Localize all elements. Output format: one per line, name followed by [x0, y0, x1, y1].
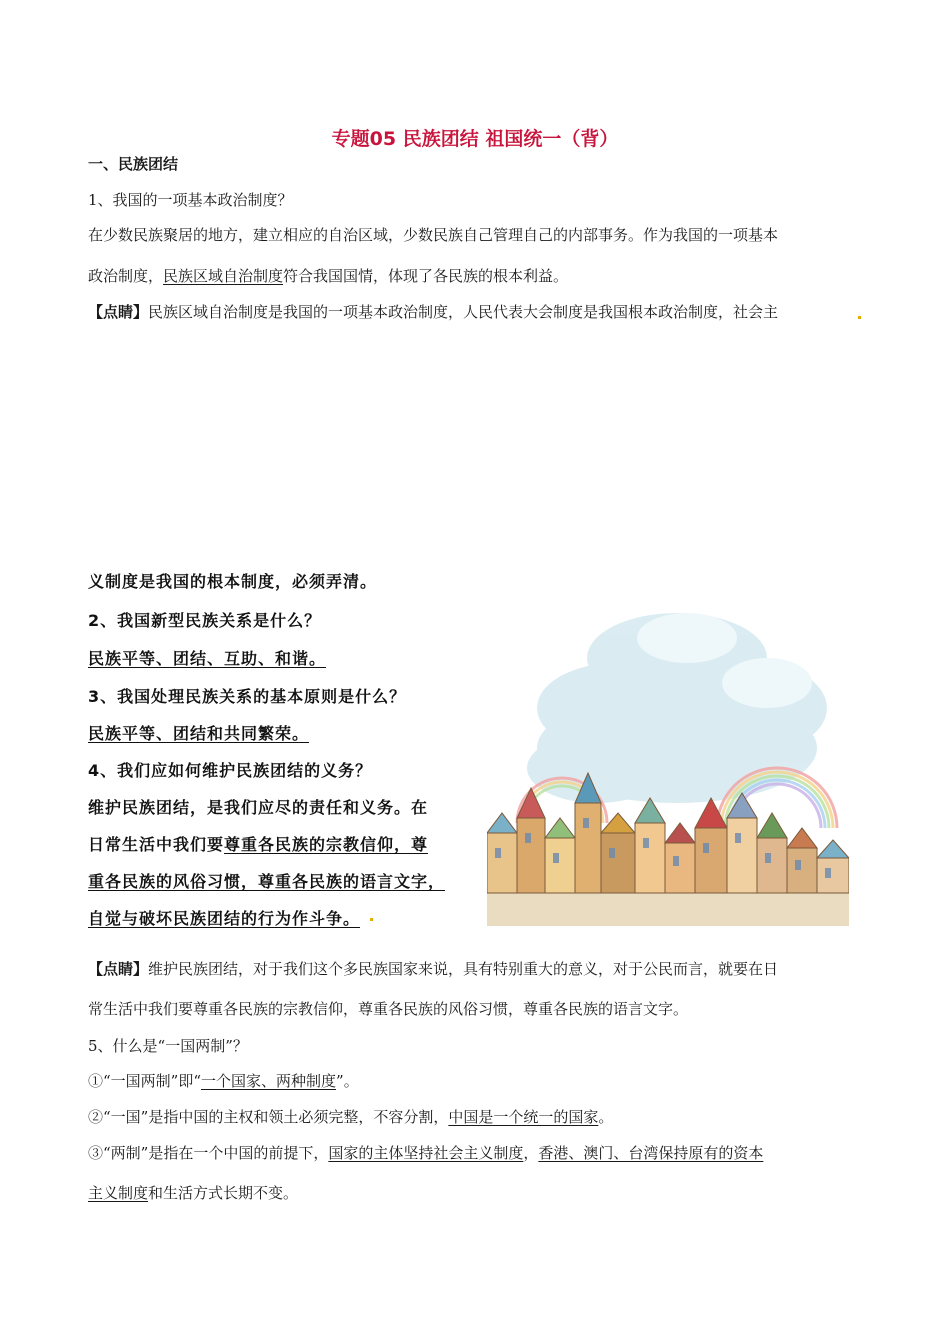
section-heading: 一、民族团结: [88, 155, 179, 173]
answer-5-3-cont: 主义制度和生活方式长期不变。: [88, 1184, 299, 1202]
tip-1-continued: 义制度是我国的根本制度，必须弄清。: [88, 572, 378, 591]
question-3: 3、我国处理民族关系的基本原则是什么？: [88, 687, 407, 706]
question-5: 5、什么是“一国两制”？: [88, 1037, 248, 1055]
question-1: 1、我国的一项基本政治制度？: [88, 191, 293, 209]
tip-4-line2: 常生活中我们要尊重各民族的宗教信仰，尊重各民族的风俗习惯，尊重各民族的语言文字。: [88, 1000, 689, 1018]
answer-1-line2: 政治制度，民族区域自治制度符合我国国情，体现了各民族的根本利益。: [88, 267, 569, 285]
answer-4-line4: 自觉与破坏民族团结的行为作斗争。: [88, 909, 361, 928]
answer-4-line1: 维护民族团结，是我们应尽的责任和义务。在: [88, 798, 429, 817]
tip-1: 【点睛】民族区域自治制度是我国的一项基本政治制度，人民代表大会制度是我国根本政治制度，社会主: [88, 303, 779, 321]
answer-5-1: ①“一国两制”即“一个国家、两种制度”。: [88, 1072, 359, 1090]
page-title: 专题05 民族团结 祖国统一（背）: [331, 128, 619, 150]
question-2: 2、我国新型民族关系是什么？: [88, 611, 322, 630]
tip-label: 【点睛】: [88, 960, 149, 978]
answer-5-3: ③“两制”是指在一个中国的前提下，国家的主体坚持社会主义制度，香港、澳门、台湾保持原有的资本: [88, 1144, 764, 1162]
answer-4-line2: 日常生活中我们要尊重各民族的宗教信仰，尊: [88, 835, 429, 854]
question-4: 4、我们应如何维护民族团结的义务？: [88, 761, 373, 780]
answer-3: 民族平等、团结和共同繁荣。: [88, 724, 310, 743]
tip-label: 【点睛】: [88, 303, 149, 321]
key-term: 民族区域自治制度: [163, 267, 284, 285]
answer-5-2: ②“一国”是指中国的主权和领土必须完整，不容分割，中国是一个统一的国家。: [88, 1108, 614, 1126]
answer-4-line3: 重各民族的风俗习惯，尊重各民族的语言文字，: [88, 872, 446, 891]
answer-1-line1: 在少数民族聚居的地方，建立相应的自治区域，少数民族自己管理自己的内部事务。作为我国的一项基本: [88, 226, 779, 244]
village-rainbow-illustration: [487, 598, 849, 926]
tip-4-line1: 【点睛】维护民族团结，对于我们这个多民族国家来说，具有特别重大的意义，对于公民而言，就要在日: [88, 960, 779, 978]
answer-2: 民族平等、团结、互助、和谐。: [88, 649, 327, 668]
